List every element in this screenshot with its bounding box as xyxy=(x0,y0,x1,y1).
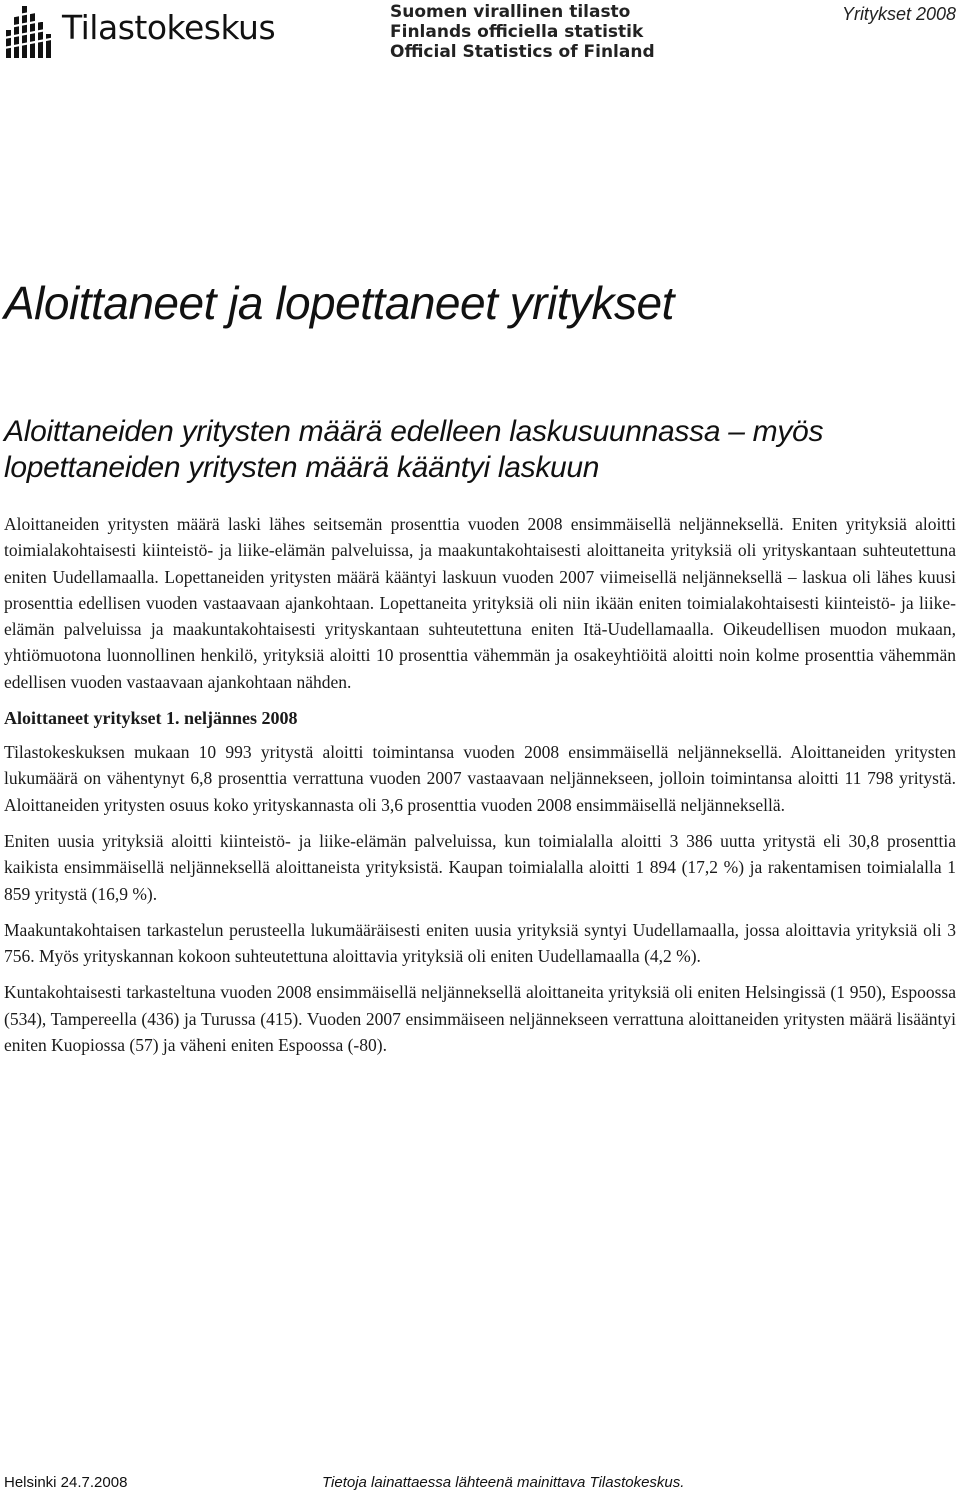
footer-date: Helsinki 24.7.2008 xyxy=(4,1474,128,1491)
body-paragraph-4: Kuntakohtaisesti tarkasteltuna vuoden 2008 ensimmäisellä neljänneksellä aloittaneita yrityksiä oli eniten Helsingissä (1 950), Espoossa (534), Tampereella (436) ja Turussa (415). Vuoden 2007 ensimmäiseen neljännekseen verrattuna aloittaneiden yritysten määrä lisääntyi eniten Kuopiossa (57) ja väheni eniten Espoossa (-80). xyxy=(4,982,956,1056)
body-paragraph-3: Maakuntakohtaisen tarkastelun perusteella lukumääräisesti eniten uusia yrityksiä syntyi Uudellamaalla, jossa aloittavia yrityksiä oli 3 756. Myös yrityskannan kokoon suhteutettuna aloittavia yrityksiä oli eniten Uudellamaalla (4,2 %). xyxy=(4,919,956,967)
official-line-en: Official Statistics of Finland xyxy=(390,42,655,62)
official-line-fi: Suomen virallinen tilasto xyxy=(390,2,631,22)
body-paragraph-2: Eniten uusia yrityksiä aloitti kiinteistö- ja liike-elämän palveluissa, kun toimialalla aloitti 3 386 uutta yritystä eli 30,8 prosenttia kaikista ensimmäisellä neljänneksellä aloittaneista yrityksistä. Kaupan toimialalla aloitti 1 894 (17,2 %) ja rakentamisen toimialalla 1 859 yritystä (16,9 %). xyxy=(4,830,956,904)
page-subtitle: Aloittaneiden yritysten määrä edelleen laskusuunnassa – myös lopettaneiden yritysten määrä kääntyi laskuun xyxy=(4,415,824,484)
page-header xyxy=(0,0,960,70)
tilastokeskus-logo-icon xyxy=(4,4,56,60)
series-label: Yritykset 2008 xyxy=(841,4,956,24)
official-statistics-label xyxy=(390,2,655,62)
footer-citation: Tietoja lainattaessa lähteenä mainittava Tilastokeskus. xyxy=(322,1474,685,1491)
body-paragraph-1: Tilastokeskuksen mukaan 10 993 yritystä aloitti toimintansa vuoden 2008 ensimmäisellä neljänneksellä. Aloittaneiden yritysten lukumäärä on vähentynyt 6,8 prosenttia verrattuna vuoden 2007 vastaavaan neljännekseen, jolloin toimintansa aloitti 11 798 yritystä. Aloittaneiden yritysten osuus koko yrityskannasta oli 3,6 prosenttia vuoden 2008 ensimmäisellä neljänneksellä. xyxy=(4,742,956,815)
page-title: Aloittaneet ja lopettaneet yritykset xyxy=(4,277,674,329)
logo-wordmark: Tilastokeskus xyxy=(62,8,276,47)
official-line-sv: Finlands officiella statistik xyxy=(390,22,644,42)
section-heading: Aloittaneet yritykset 1. neljännes 2008 xyxy=(4,708,298,729)
intro-paragraph: Aloittaneiden yritysten määrä laski lähes seitsemän prosenttia vuoden 2008 ensimmäisellä neljänneksellä. Eniten yrityksiä aloitti toimialakohtaisesti kiinteistö- ja liike-elämän palveluissa, ja maakuntakohtaisesti aloittaneita yrityksiä oli yrityskantaan suhteutettuna eniten Uudellamaalla. Lopettaneiden yritysten määrä kääntyi laskuun vuoden 2007 viimeisellä neljänneksellä – laskua oli lähes kuusi prosenttia edellisen vuoden vastaavaan ajankohtaan. Lopettaneita yrityksiä oli niin ikään eniten toimialakohtaisesti kiinteistö- ja liike-elämän palveluissa ja maakuntakohtaisesti yrityskantaan suhteutettuna eniten Itä-Uudellamaalla. Oikeudellisen muodon mukaan, yhtiömuotona luonnollinen henkilö, yrityksiä aloitti 10 prosenttia vähemmän ja osakeyhtiöitä aloitti noin kolme prosenttia vähemmän edellisen vuoden vastaavaan ajankohtaan nähden. xyxy=(4,514,956,692)
main-content xyxy=(4,511,956,1068)
